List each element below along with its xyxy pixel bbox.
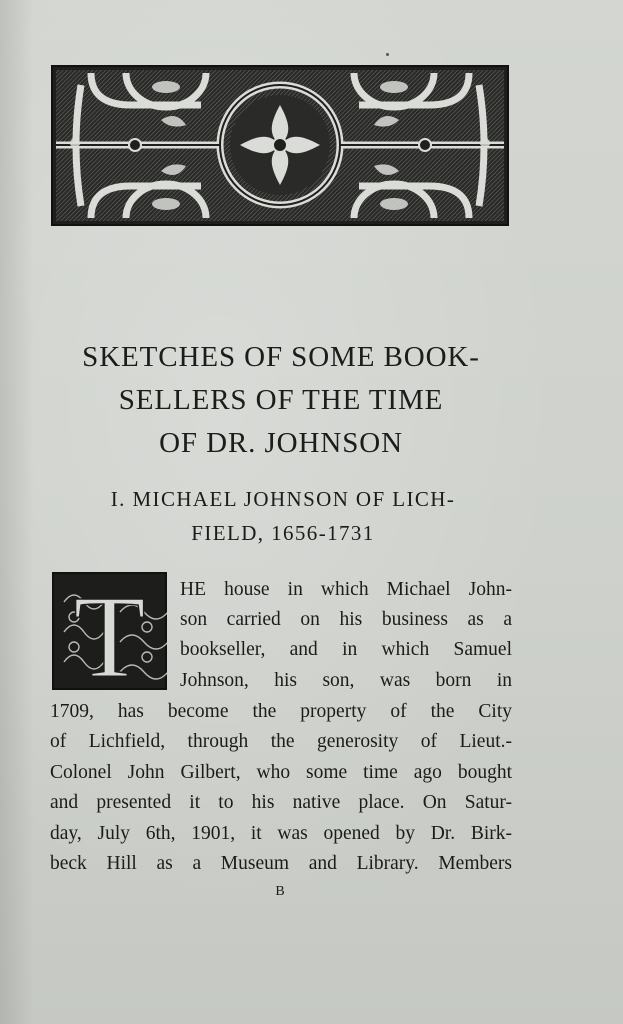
section-heading bbox=[46, 482, 520, 550]
body-line: of Lichfield, through the generosity of Lieut.- bbox=[50, 731, 512, 752]
title-line: SKETCHES OF SOME BOOK- bbox=[82, 341, 480, 373]
paper-speck bbox=[386, 53, 389, 56]
subtitle-line: I. MICHAEL JOHNSON OF LICH- bbox=[110, 487, 456, 511]
body-line: 1709, has become the property of the City bbox=[50, 701, 512, 722]
body-line: Johnson, his son, was born in bbox=[180, 670, 512, 691]
title-line: OF DR. JOHNSON bbox=[159, 427, 403, 459]
body-line: son carried on his business as a bbox=[180, 609, 512, 630]
chapter-title bbox=[36, 336, 526, 465]
body-line: bookseller, and in which Samuel bbox=[180, 639, 512, 660]
headpiece-ornament bbox=[51, 65, 509, 226]
body-line: Colonel John Gilbert, who some time ago bought bbox=[50, 762, 512, 783]
signature-mark: B bbox=[275, 884, 285, 899]
drop-cap-initial bbox=[52, 572, 167, 690]
body-line: HE house in which Michael John- bbox=[180, 579, 512, 600]
drop-cap-letter: T bbox=[73, 572, 146, 690]
body-line: day, July 6th, 1901, it was opened by Dr. Birk- bbox=[50, 823, 512, 844]
body-line: beck Hill as a Museum and Library. Members bbox=[50, 853, 512, 874]
title-line: SELLERS OF THE TIME bbox=[118, 384, 444, 416]
body-line: and presented it to his native place. On Satur- bbox=[50, 792, 512, 813]
subtitle-line: FIELD, 1656-1731 bbox=[191, 521, 375, 545]
